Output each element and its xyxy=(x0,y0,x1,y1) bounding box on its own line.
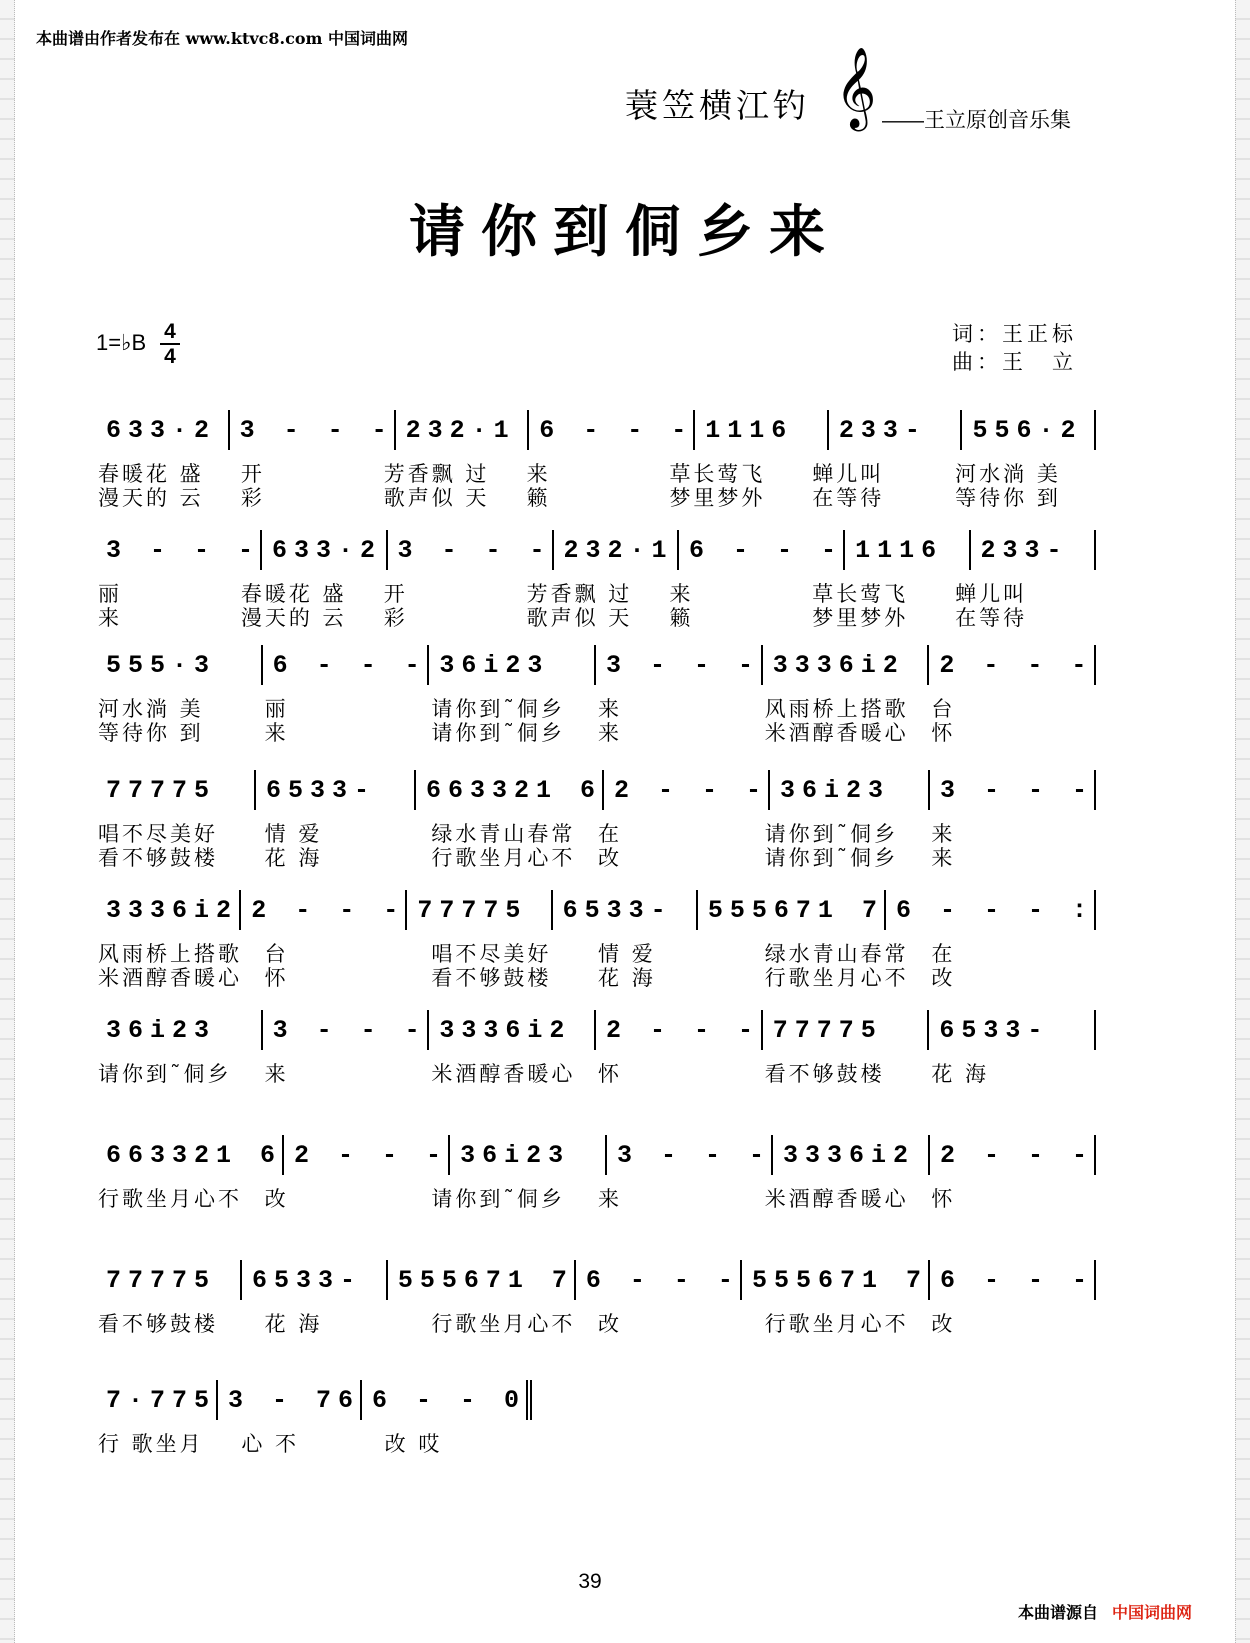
footer-site-link[interactable]: 中国词曲网 xyxy=(1112,1603,1193,1622)
lyric-segment: 歌声似 天 xyxy=(383,486,490,510)
lyric-segment: 情 爱 xyxy=(598,942,656,966)
lyric-segment: 河水淌 美 xyxy=(955,462,1061,486)
lyric-verse-1 xyxy=(96,1308,1096,1336)
lyric-segment: 蝉儿叫 xyxy=(955,582,1028,606)
measure: 3 - - - xyxy=(96,530,262,570)
measure: 6 - - 0 xyxy=(362,1380,532,1420)
key-signature: 1=♭B xyxy=(96,330,147,355)
lyric-segment: 行歌坐月心不 xyxy=(431,1312,576,1336)
measure: 1116 xyxy=(845,530,970,570)
lyric-segment: 看不够鼓楼 xyxy=(98,1312,218,1336)
lyric-segment: 怀 xyxy=(931,721,956,745)
lyric-segment: 在等待 xyxy=(955,606,1028,630)
measure: 36i23 xyxy=(96,1010,263,1050)
score-system xyxy=(96,1135,1096,1211)
measure: 6533- xyxy=(553,890,698,930)
measure: 233- xyxy=(971,530,1096,570)
time-signature xyxy=(160,320,180,368)
measure: 663321 6 xyxy=(416,770,604,810)
lyric-segment: 漫天的 云 xyxy=(240,606,347,630)
measure: 7·775 xyxy=(96,1380,218,1420)
lyric-segment: 来 xyxy=(598,721,623,745)
lyric-segment: 开 xyxy=(383,582,408,606)
lyric-verse-2 xyxy=(96,962,1096,990)
lyric-segment: 请你到˜侗乡 xyxy=(764,846,899,870)
lyric-segment: 看不够鼓楼 xyxy=(98,846,218,870)
lyric-segment: 籁 xyxy=(669,606,694,630)
lyric-verse-1 xyxy=(96,1058,1096,1086)
measure: 36i23 xyxy=(770,770,930,810)
lyric-segment: 米酒醇香暖心 xyxy=(764,721,909,745)
measure: 3336i2 xyxy=(429,1010,596,1050)
lyric-segment: 来 xyxy=(669,582,694,606)
measure: 2 - - - xyxy=(604,770,770,810)
time-signature-bottom: 4 xyxy=(164,345,176,368)
lyric-verse-2 xyxy=(96,482,1096,510)
lyric-segment: 请你到˜侗乡 xyxy=(431,697,565,721)
notation-line xyxy=(96,410,1096,450)
measure: 3 - - - xyxy=(230,410,396,450)
lyric-verse-1 xyxy=(96,693,1096,721)
notation-line xyxy=(96,770,1096,810)
lyric-segment: 花 海 xyxy=(264,846,323,870)
measure: 555·3 xyxy=(96,645,263,685)
lyric-segment: 丽 xyxy=(264,697,289,721)
measure: 2 - - - xyxy=(596,1010,763,1050)
lyric-segment: 等待你 到 xyxy=(98,721,204,745)
footer-source-label: 本曲谱源自 xyxy=(1018,1603,1099,1622)
lyric-segment: 彩 xyxy=(383,606,408,630)
measure: 77775 xyxy=(96,1260,242,1300)
lyric-segment: 风雨桥上搭歌 xyxy=(98,942,242,966)
measure: 6533- xyxy=(242,1260,388,1300)
measure: 3 - - - xyxy=(596,645,763,685)
measure: 3336i2 xyxy=(96,890,241,930)
footer-source xyxy=(1018,1600,1192,1623)
lyric-segment: 改 xyxy=(931,1312,956,1336)
measure: 3 - 76 xyxy=(218,1380,362,1420)
lyric-segment: 在 xyxy=(931,942,956,966)
lyric-segment: 米酒醇香暖心 xyxy=(98,966,242,990)
lyric-segment: 花 海 xyxy=(598,966,656,990)
lyric-segment: 风雨桥上搭歌 xyxy=(764,697,909,721)
measure: 555671 7 xyxy=(742,1260,930,1300)
lyric-segment: 籁 xyxy=(526,486,551,510)
notation-line xyxy=(96,530,1096,570)
lyric-segment: 行歌坐月心不 xyxy=(98,1187,242,1211)
song-title: 请你到侗乡来 xyxy=(409,199,841,265)
measure: 6533- xyxy=(256,770,416,810)
lyric-verse-1 xyxy=(96,458,1096,486)
collection-subtitle: ——王立原创音乐集 xyxy=(882,109,1071,132)
lyric-segment: 情 爱 xyxy=(264,822,323,846)
lyric-segment: 在 xyxy=(598,822,623,846)
score-system xyxy=(96,890,1096,990)
measure: 233- xyxy=(829,410,963,450)
lyric-segment: 请你到˜侗乡 xyxy=(431,721,565,745)
measure: 36i23 xyxy=(429,645,596,685)
measure: 556·2 xyxy=(962,410,1096,450)
measure: 3336i2 xyxy=(763,645,930,685)
measure: 1116 xyxy=(695,410,829,450)
notation-line xyxy=(96,1380,526,1420)
lyric-segment: 来 xyxy=(264,721,289,745)
measure: 6 - - - xyxy=(930,1260,1096,1300)
lyric-segment: 看不够鼓楼 xyxy=(431,966,552,990)
lyric-verse-2 xyxy=(96,717,1096,745)
lyric-segment: 蝉儿叫 xyxy=(812,462,885,486)
lyric-verse-1 xyxy=(96,938,1096,966)
measure: 6 - - - : xyxy=(886,890,1096,930)
lyric-verse-1 xyxy=(96,1428,526,1456)
lyric-segment: 来 xyxy=(598,1187,623,1211)
measure: 77775 xyxy=(96,770,256,810)
lyric-verse-2 xyxy=(96,842,1096,870)
lyric-segment: 心 不 xyxy=(241,1432,300,1456)
lyric-segment: 改 哎 xyxy=(384,1432,443,1456)
measure: 2 - - - xyxy=(930,1135,1096,1175)
measure: 2 - - - xyxy=(241,890,407,930)
lyric-segment: 看不够鼓楼 xyxy=(764,1062,885,1086)
lyric-segment: 来 xyxy=(931,822,956,846)
score-system xyxy=(96,1260,1096,1336)
lyric-segment: 改 xyxy=(264,1187,289,1211)
lyric-segment: 歌声似 天 xyxy=(526,606,633,630)
score-system xyxy=(96,530,1096,630)
lyric-segment: 草长莺飞 xyxy=(669,462,766,486)
notation-line xyxy=(96,645,1096,685)
treble-clef-icon: 𝄞 xyxy=(835,46,877,128)
lyric-segment: 梦里梦外 xyxy=(669,486,766,510)
lyric-segment: 在等待 xyxy=(812,486,885,510)
lyric-segment: 行歌坐月心不 xyxy=(764,966,909,990)
lyric-segment: 唱不尽美好 xyxy=(98,822,218,846)
score-system xyxy=(96,1010,1096,1086)
lyric-segment: 行歌坐月心不 xyxy=(764,1312,909,1336)
measure: 6533- xyxy=(929,1010,1096,1050)
lyric-segment: 来 xyxy=(931,846,956,870)
notation-line xyxy=(96,1010,1096,1050)
lyricist-credit: 词：王正标 xyxy=(952,322,1077,346)
measure: 555671 7 xyxy=(698,890,886,930)
measure: 6 - - - xyxy=(576,1260,742,1300)
lyric-segment: 芳香飘 过 xyxy=(526,582,633,606)
notation-line xyxy=(96,890,1096,930)
lyric-segment: 请你到˜侗乡 xyxy=(431,1187,565,1211)
lyric-segment: 行 歌坐月 xyxy=(98,1432,204,1456)
measure: 77775 xyxy=(763,1010,930,1050)
lyric-segment: 芳香飘 过 xyxy=(383,462,490,486)
collection-name: 蓑笠横江钓 xyxy=(625,86,810,125)
lyric-segment: 来 xyxy=(264,1062,289,1086)
measure: 3 - - - xyxy=(388,530,554,570)
measure: 3 - - - xyxy=(263,1010,430,1050)
lyric-segment: 改 xyxy=(598,1312,623,1336)
measure: 3 - - - xyxy=(607,1135,773,1175)
page-number: 39 xyxy=(578,1570,602,1593)
measure: 555671 7 xyxy=(388,1260,576,1300)
lyric-segment: 台 xyxy=(264,942,289,966)
measure: 633·2 xyxy=(96,410,230,450)
measure: 6 - - - xyxy=(679,530,845,570)
lyric-segment: 草长莺飞 xyxy=(812,582,909,606)
lyric-segment: 漫天的 云 xyxy=(98,486,204,510)
lyric-segment: 花 海 xyxy=(264,1312,323,1336)
lyric-segment: 台 xyxy=(931,697,956,721)
lyric-segment: 等待你 到 xyxy=(955,486,1061,510)
measure: 36i23 xyxy=(450,1135,607,1175)
measure: 3336i2 xyxy=(773,1135,930,1175)
lyric-segment: 行歌坐月心不 xyxy=(431,846,576,870)
score-system xyxy=(96,770,1096,870)
composer-credit: 曲：王 立 xyxy=(952,350,1077,374)
measure: 232·1 xyxy=(396,410,530,450)
lyric-verse-1 xyxy=(96,1183,1096,1211)
notation-line xyxy=(96,1135,1096,1175)
lyric-segment: 开 xyxy=(240,462,265,486)
measure: 6 - - - xyxy=(263,645,430,685)
score-system xyxy=(96,645,1096,745)
time-signature-top: 4 xyxy=(160,320,180,345)
lyric-segment: 改 xyxy=(931,966,956,990)
lyric-segment: 米酒醇香暖心 xyxy=(431,1062,576,1086)
lyric-segment: 来 xyxy=(98,606,122,630)
lyric-segment: 梦里梦外 xyxy=(812,606,909,630)
lyric-segment: 米酒醇香暖心 xyxy=(764,1187,909,1211)
measure: 2 - - - xyxy=(929,645,1096,685)
lyric-segment: 绿水青山春常 xyxy=(431,822,576,846)
measure: 6 - - - xyxy=(529,410,695,450)
lyric-segment: 丽 xyxy=(98,582,122,606)
score-system xyxy=(96,410,1096,510)
measure: 2 - - - xyxy=(284,1135,450,1175)
lyric-segment: 请你到˜侗乡 xyxy=(764,822,899,846)
lyric-segment: 彩 xyxy=(240,486,265,510)
lyric-segment: 春暖花 盛 xyxy=(98,462,204,486)
measure: 232·1 xyxy=(554,530,679,570)
lyric-segment: 请你到˜侗乡 xyxy=(98,1062,232,1086)
lyric-segment: 怀 xyxy=(598,1062,623,1086)
lyric-verse-2 xyxy=(96,602,1096,630)
measure: 663321 6 xyxy=(96,1135,284,1175)
measure: 77775 xyxy=(407,890,552,930)
score-system xyxy=(96,1380,527,1456)
lyric-segment: 来 xyxy=(598,697,623,721)
lyric-segment: 春暖花 盛 xyxy=(240,582,347,606)
lyric-segment: 怀 xyxy=(931,1187,956,1211)
lyric-segment: 来 xyxy=(526,462,551,486)
lyric-segment: 改 xyxy=(598,846,623,870)
measure: 3 - - - xyxy=(930,770,1096,810)
lyric-verse-1 xyxy=(96,578,1096,606)
notation-line xyxy=(96,1260,1096,1300)
lyric-segment: 花 海 xyxy=(931,1062,990,1086)
lyric-verse-1 xyxy=(96,818,1096,846)
lyric-segment: 绿水青山春常 xyxy=(764,942,909,966)
header-note: 本曲谱由作者发布在 www.ktvc8.com 中国词曲网 xyxy=(36,29,408,48)
lyric-segment: 怀 xyxy=(264,966,289,990)
lyric-segment: 唱不尽美好 xyxy=(431,942,552,966)
measure: 633·2 xyxy=(262,530,387,570)
lyric-segment: 河水淌 美 xyxy=(98,697,204,721)
